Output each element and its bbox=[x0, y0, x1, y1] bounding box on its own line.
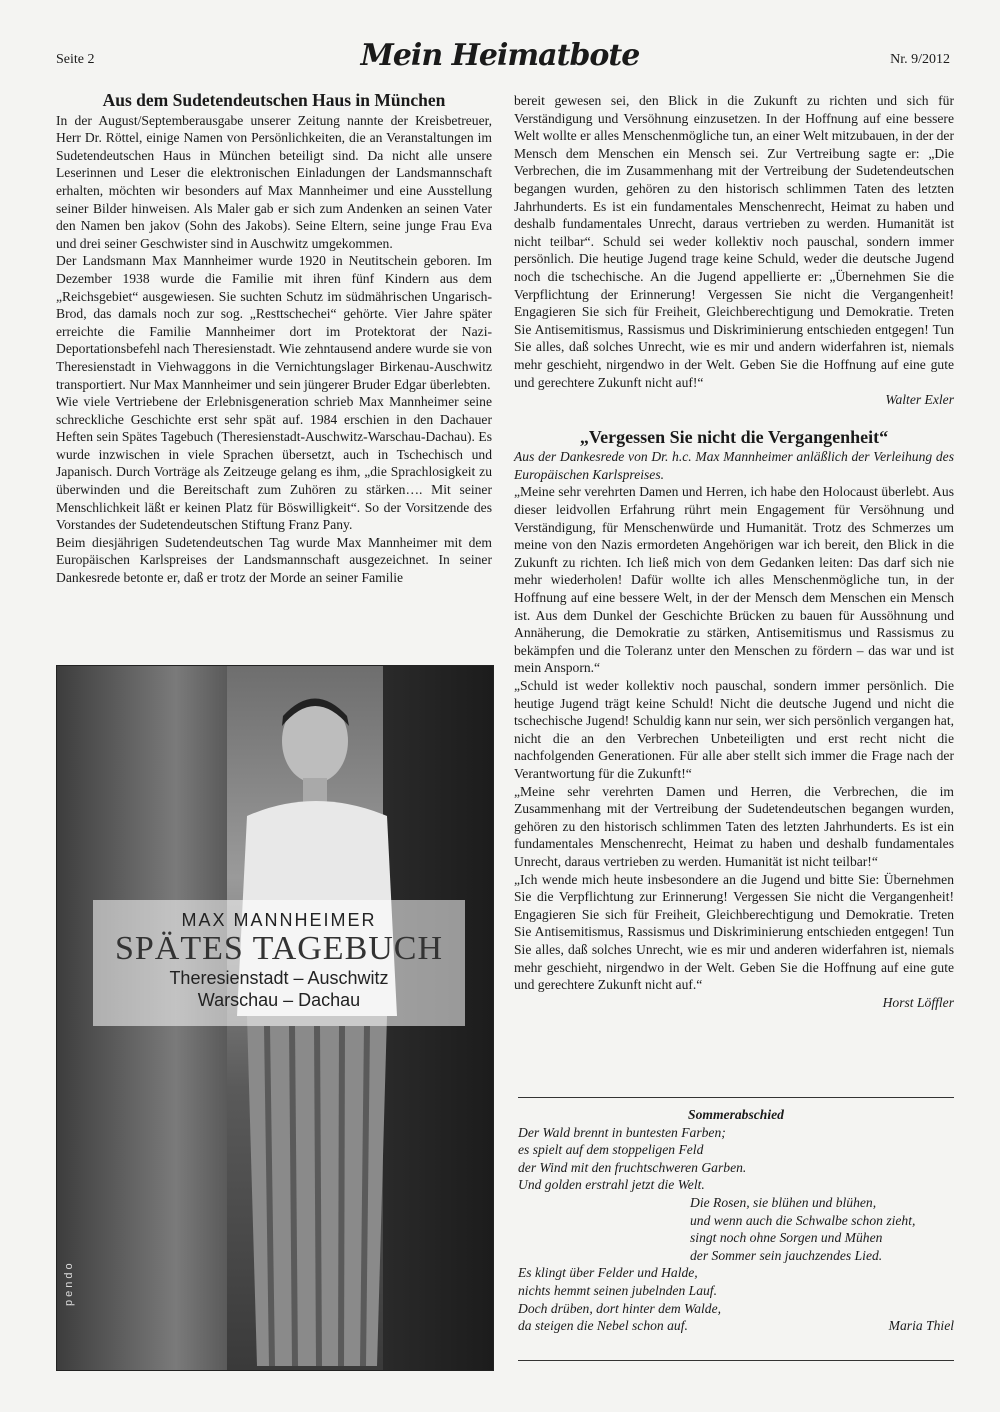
masthead-logo: Mein Heimatbote bbox=[360, 38, 640, 73]
article-paragraph: Wie viele Vertriebene der Erlebnisgeneration schrieb Max Mannheimer seine schreckliche Geschichte erst sehr spät auf. 1984 erschien in den Dachauer Heften sein Spätes Tagebuch (Theresienstadt-Auschwitz-Warschau-Dachau). Es wurde inzwischen in viele Sprachen übersetzt, auch in Tschechisch und Japanisch. Durch Vorträge als Zeitzeuge gelang es ihm, „die Sprachlosigkeit zu überwinden und die Bereitschaft zum Zuhören zu stärken…. Mit seiner Menschlichkeit läßt er keinen Platz für Böswilligkeit“. So der Vorsitzende des Vorstandes der Sudetendeutschen Stiftung Franz Pany. bbox=[56, 394, 492, 533]
poem-line: Und golden erstrahl jetzt die Welt. bbox=[518, 1177, 705, 1193]
article-paragraph: In der August/Septemberausgabe unserer Zeitung nannte der Kreisbetreuer, Herr Dr. Röttel, einige Namen von Persönlichkeiten, die an Veranstaltungen im Sudetendeutschen Haus in München beteiligt sind. Da nicht alle unsere Leserinnen und Leser die elektronischen Einladungen der Landsmannschaft erhalten, möchten wir besonders auf Max Mannheimer und eine Ausstellung seiner Bilder hinweisen. Als Maler gab er sich zum Andenken an seinen Vater den Namen ben jakov (Sohn des Jakobs). Seine Eltern, seine junge Frau Eva und drei seiner Geschwister sind in Auschwitz umgekommen. bbox=[56, 112, 492, 251]
portrait-figure bbox=[227, 686, 397, 1366]
poem-author: Maria Thiel bbox=[888, 1318, 954, 1334]
poem-line: da steigen die Nebel schon auf. bbox=[518, 1318, 688, 1334]
article-paragraph: bereit gewesen sei, den Blick in die Zukunft zu richten und sich für Verständigung und Versöhnung einzusetzen. In der Hoffnung auf eine bessere Welt wollte er alles Menschenmögliche tun, an einer Welt mitzubauen, in der der Mensch dem Menschen ein Mensch sei. Zur Vertreibung sagte er: „Die Verbrechen, die im Zusammenhang mit der Vertreibung der Sudetendeutschen begangen wurden, gehören zu den historisch schlimmen Taten des letzten Jahrhunderts. Es ist ein fundamentales Menschenrecht, Heimat zu haben und deshalb fundamentales Unrecht, daraus vertrieben zu werden. Humanität ist nicht teilbar“. Schuld sei weder kollektiv noch pauschal, sondern immer persönlich. Die heutige Jugend trage keine Schuld, weder die deutsche Jugend noch die tschechische. An die Jugend appellierte er: „Übernehmen Sie die Verpflichtung der Erinnerung! Vergessen Sie nicht die Vergangenheit! Engagieren Sie sich für Freiheit, Gleichberechtigung und Demokratie. Treten Sie Antisemitismus, Rassismus und Diskriminierung entschieden entgegen! Tun Sie alles, daß solches Unrecht, wie es mir und andern widerfahren ist, niemals mehr geschieht, nirgendwo in der Welt. Geben Sie die Hoffnung auf eine gute und gerechtere Zukunft nicht auf!“ bbox=[514, 93, 954, 390]
book-title: SPÄTES TAGEBUCH bbox=[114, 930, 444, 967]
publisher-mark: pendo bbox=[63, 1260, 75, 1306]
book-subtitle-2: Warschau – Dachau bbox=[197, 990, 361, 1010]
poem-line: der Wind mit den fruchtschweren Garben. bbox=[518, 1159, 747, 1175]
issue-number: Nr. 9/2012 bbox=[890, 52, 950, 67]
poem-line: es spielt auf dem stoppeligen Feld bbox=[518, 1142, 704, 1158]
article-title: Aus dem Sudetendeutschen Haus in München bbox=[102, 90, 446, 110]
article-column-left bbox=[56, 92, 492, 587]
article-paragraph: Der Landsmann Max Mannheimer wurde 1920 in Neutitschein geboren. Im Dezember 1938 wurde die Familie mit ihren fünf Kindern aus dem „Reichsgebiet“ ausgewiesen. Sie suchten Schutz im südmährischen Ungarisch-Brod, das damals noch zur sog. „Resttschechei“ gehörte. Vier Jahre später erreichte die Familie Mannheimer dort im Protektorat der Nazi- Deportationsbefehl nach Theresienstadt. Wie zehntausend andere wurde sie von Theresienstadt in Viehwaggons in die Vernichtungslager Birkenau-Auschwitz transportiert. Nur Max Mannheimer und sein jüngerer Bruder Edgar überlebten. bbox=[56, 253, 492, 392]
article-paragraph: „Meine sehr verehrten Damen und Herren, ich habe den Holocaust überlebt. Aus dieser leidvollen Erfahrung rührt mein Engagement für Versöhnung und Verständigung, für Menschenwürde und Humanität. Trotz des Schmerzes um meine von den Nazis ermordeten Angehörigen war ich bereit, den Blick in die Zukunft zu richten. Ich ließ mich von dem Gedanken leiten: Das darf sich nie mehr wiederholen! Dafür wollte ich alles Menschenmögliche tun, in der Hoffnung auf eine bessere Welt, in der der Mensch dem Menschen ein Mensch ist. Aus dem Dunkel der Geschichte Brücken zu bauen für Aussöhnung und Annäherung, die Demokratie zu stärken, Antisemitismus und Rassismus zu bekämpfen und die Toleranz unter den Menschen zu fördern – das war und ist mein Ansporn.“ bbox=[514, 484, 954, 676]
poem-title: Sommerabschied bbox=[688, 1107, 784, 1122]
book-author: MAX MANNHEIMER bbox=[181, 910, 377, 930]
divider bbox=[518, 1360, 954, 1361]
poem-line: der Sommer sein jauchzendes Lied. bbox=[690, 1247, 883, 1263]
poem bbox=[518, 1106, 954, 1335]
poem-line: nichts hemmt seinen jubelnden Lauf. bbox=[518, 1282, 717, 1298]
page-header bbox=[0, 0, 1000, 80]
poem-last-line-row bbox=[518, 1317, 954, 1335]
book-title-box bbox=[93, 900, 465, 1026]
poem-line: und wenn auch die Schwalbe schon zieht, bbox=[690, 1212, 916, 1228]
page-number: Seite 2 bbox=[56, 52, 95, 67]
article-paragraph: Beim diesjährigen Sudetendeutschen Tag wurde Max Mannheimer mit dem Europäischen Karlspreises der Landsmannschaft ausgezeichnet. In seiner Dankesrede betonte er, daß er trotz der Morde an seiner Familie bbox=[56, 534, 492, 586]
article-author: Walter Exler bbox=[885, 392, 954, 408]
article-author: Horst Löffler bbox=[882, 994, 954, 1010]
poem-line: Der Wald brennt in buntesten Farben; bbox=[518, 1124, 726, 1140]
article-lead: Aus der Dankesrede von Dr. h.c. Max Mannheimer anläßlich der Verleihung des Europäischen Karlspreises. bbox=[514, 449, 954, 482]
article-paragraph: „Meine sehr verehrten Damen und Herren, die Verbrechen, die im Zusammenhang mit der Vertreibung der Sudetendeutschen begangen wurden, gehören zu den historisch schlimmen Taten des letzten Jahrhunderts. Es ist ein fundamentales Menschenrecht, Heimat zu haben und deshalb fundamentales Unrecht, daraus vertrieben zu werden. Humanität ist nicht teilbar!“ bbox=[514, 783, 954, 869]
article-paragraph: „Ich wende mich heute insbesondere an die Jugend und bitte Sie: Übernehmen Sie die Verpflichtung zur Erinnerung! Vergessen Sie nicht die Vergangenheit! Engagieren Sie sich für Freiheit, Gleichberechtigung und Demokratie. Treten Sie Antisemitismus, Rassismus und Diskriminierung entschieden entgegen! Tun Sie alles, daß solches Unrecht, wie es mir und anderen widerfahren ist, niemals mehr geschieht, nirgendwo in der Welt. Geben Sie die Hoffnung auf eine gute und gerechtere Zukunft nicht auf.“ bbox=[514, 871, 954, 993]
poem-line: Doch drüben, dort hinter dem Walde, bbox=[518, 1300, 722, 1316]
article-paragraph: „Schuld ist weder kollektiv noch pauschal, sondern immer persönlich. Die heutige Jugend trägt keine Schuld! Nicht die deutsche Jugend und nicht die tschechische Jugend! Schuldig kann nur sein, wer sich persönlich vergangen hat, nicht die an den Verbrechen Unbeteiligten und erst recht nicht die nachfolgenden Generationen. Für alle aber stellt sich immer die Frage nach der Verantwortung für die Zukunft!“ bbox=[514, 678, 954, 781]
book-subtitle-1: Theresienstadt – Auschwitz bbox=[169, 968, 389, 988]
poem-line: Es klingt über Felder und Halde, bbox=[518, 1265, 698, 1281]
poem-line: singt noch ohne Sorgen und Mühen bbox=[690, 1230, 883, 1246]
divider bbox=[518, 1097, 954, 1098]
article-title: „Vergessen Sie nicht die Vergangenheit“ bbox=[579, 426, 889, 447]
poem-line: Die Rosen, sie blühen und blühen, bbox=[690, 1194, 877, 1210]
book-cover-photo bbox=[57, 666, 493, 1370]
article-column-right bbox=[514, 92, 954, 1011]
